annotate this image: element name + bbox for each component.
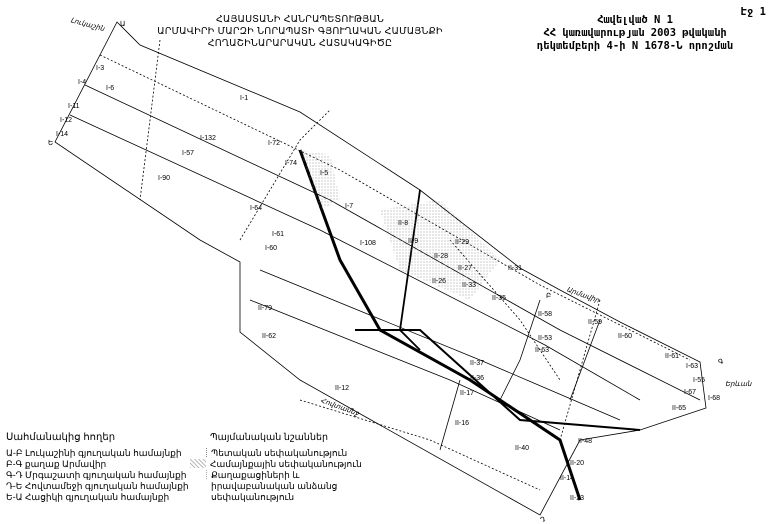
- legend-item: Գ-Դ Մրգաշատի գյուղական համայնքի: [6, 470, 187, 480]
- parcel-label: I-64: [250, 205, 263, 212]
- parcel-label: II-36: [470, 375, 485, 382]
- boundary-point-label: Բ: [546, 293, 552, 300]
- parcel-line: [570, 319, 603, 400]
- legend-item: Դ-Ե Հովտամեջի գյուղական համայնքի: [6, 481, 189, 491]
- legend-label: Պետական սեփականություն: [211, 448, 348, 458]
- parcel-line: [140, 40, 160, 200]
- legend-item: Ե-Ա Հացիկի գյուղական համայնքի: [6, 492, 170, 502]
- parcel-label: II-79: [258, 305, 273, 312]
- parcel-label: I-1: [240, 95, 249, 102]
- community-swatch: [190, 459, 206, 468]
- place-name-label: Երևան: [725, 381, 752, 388]
- community-property-area: [300, 150, 340, 210]
- parcel-label: I-5: [320, 170, 329, 177]
- state-swatch: [190, 448, 207, 457]
- parcel-label: II-53: [538, 335, 553, 342]
- parcel-label: II-12: [335, 385, 350, 392]
- parcel-label: I-11: [68, 103, 80, 110]
- parcel-label: I-68: [708, 395, 721, 402]
- parcel-label: II-8: [398, 220, 409, 227]
- parcel-label: II-29: [455, 239, 470, 246]
- annex-line: ՀՀ կառավարության 2003 թվականի: [543, 27, 727, 39]
- parcel-label: I-57: [182, 150, 195, 157]
- boundary-point-label: Ե: [48, 140, 54, 147]
- parcel-label: I-61: [272, 231, 285, 238]
- parcel-label: I-63: [686, 363, 699, 370]
- annex-line: Հավելված N 1: [597, 14, 673, 26]
- parcel-label: I-4: [78, 79, 87, 86]
- parcel-label: I-90: [158, 175, 171, 182]
- legend-item: [190, 448, 381, 459]
- place-name-label: Հովտամեջ: [319, 397, 360, 418]
- title-line: ՀԱՅԱՍՏԱՆԻ ՀԱՆՐԱՊԵՏՈՒԹՅԱՆ: [216, 14, 384, 25]
- parcel-label: I-67: [684, 389, 697, 396]
- parcel-label: I-132: [200, 135, 216, 142]
- parcel-label: I-12: [60, 117, 73, 124]
- legend-item: [190, 470, 381, 503]
- parcel-label: I-7: [345, 203, 354, 210]
- parcel-label: II-61: [665, 353, 680, 360]
- parcel-line: [440, 380, 460, 450]
- neighbor-lands-legend: [6, 432, 189, 503]
- parcel-label: II-58: [538, 311, 553, 318]
- parcel-label: I-108: [360, 240, 376, 247]
- parcel-label: II-27: [458, 265, 473, 272]
- title-line: ԱՐՄԱՎԻՐԻ ՄԱՐԶԻ ՆՈՐԱՊԱՏԻ ԳՅՈՒՂԱԿԱՆ ՀԱՄԱՅՆՔԻ: [157, 26, 443, 37]
- legend-label: Քաղաքացիների և իրավաբանական անձանց սեփականություն: [211, 470, 338, 502]
- legend-heading: Պայմանական նշաններ: [210, 432, 329, 443]
- page-number: Էջ 1: [740, 6, 766, 18]
- place-name-label: Լուկաշին: [69, 17, 105, 33]
- legend-heading: Սահմանակից հողեր: [6, 432, 116, 443]
- parcel-label: II-16: [455, 420, 470, 427]
- place-name-label: Արմավիր: [565, 286, 601, 305]
- parcel-label: I-14: [56, 131, 69, 138]
- parcel-label: II-60: [618, 333, 633, 340]
- parcel-label: I-72: [268, 140, 281, 147]
- legend-item: Ա-Բ Լուկաշինի գյուղական համայնքի: [6, 448, 182, 458]
- symbols-legend: [190, 432, 381, 503]
- legend-label: Համայնքային սեփականություն: [210, 459, 362, 469]
- parcel-label: II-33: [462, 282, 477, 289]
- legend-item: Բ-Գ քաղաք Արմավիր: [6, 459, 107, 469]
- parcel-label: II-40: [515, 445, 530, 452]
- parcel-label: II-35: [492, 295, 507, 302]
- parcel-label: I-74: [285, 160, 298, 167]
- private-swatch: [190, 470, 207, 479]
- parcel-label: II-37: [470, 360, 485, 367]
- parcel-label: II-62: [262, 333, 277, 340]
- title-line: ՀՈՂԱՇԻՆԱՐԱՐԱԿԱՆ ՀԱՏԱԿԱԳԻԾԸ: [207, 38, 393, 49]
- parcel-label: II-17: [460, 390, 475, 397]
- boundary-point-label: Ա: [120, 21, 126, 28]
- annex-line: դեկտեմբերի 4-ի N 1678-Ն որոշման: [537, 40, 733, 52]
- parcel-label: I-3: [96, 65, 105, 72]
- parcel-label: II-14: [560, 475, 575, 482]
- boundary-point-label: Գ: [718, 359, 724, 366]
- parcel-label: I-55: [693, 377, 706, 384]
- community-property-area: [380, 200, 500, 300]
- boundary-point-label: Դ: [540, 517, 546, 524]
- parcel-label: I-60: [265, 245, 278, 252]
- parcel-label: II-48: [578, 438, 593, 445]
- parcel-label: I-6: [106, 85, 115, 92]
- parcel-label: II-28: [434, 253, 449, 260]
- parcel-line: [70, 115, 640, 400]
- parcel-label: II-9: [408, 238, 419, 245]
- legend-item: [190, 459, 381, 470]
- parcel-label: II-59: [588, 319, 603, 326]
- parcel-label: II-20: [570, 460, 585, 467]
- parcel-label: II-23: [570, 495, 585, 502]
- canal: [355, 330, 640, 430]
- parcel-label: II-31: [508, 265, 523, 272]
- parcel-label: II-65: [672, 405, 687, 412]
- parcel-label: II-26: [432, 278, 447, 285]
- parcel-label: II-63: [535, 347, 550, 354]
